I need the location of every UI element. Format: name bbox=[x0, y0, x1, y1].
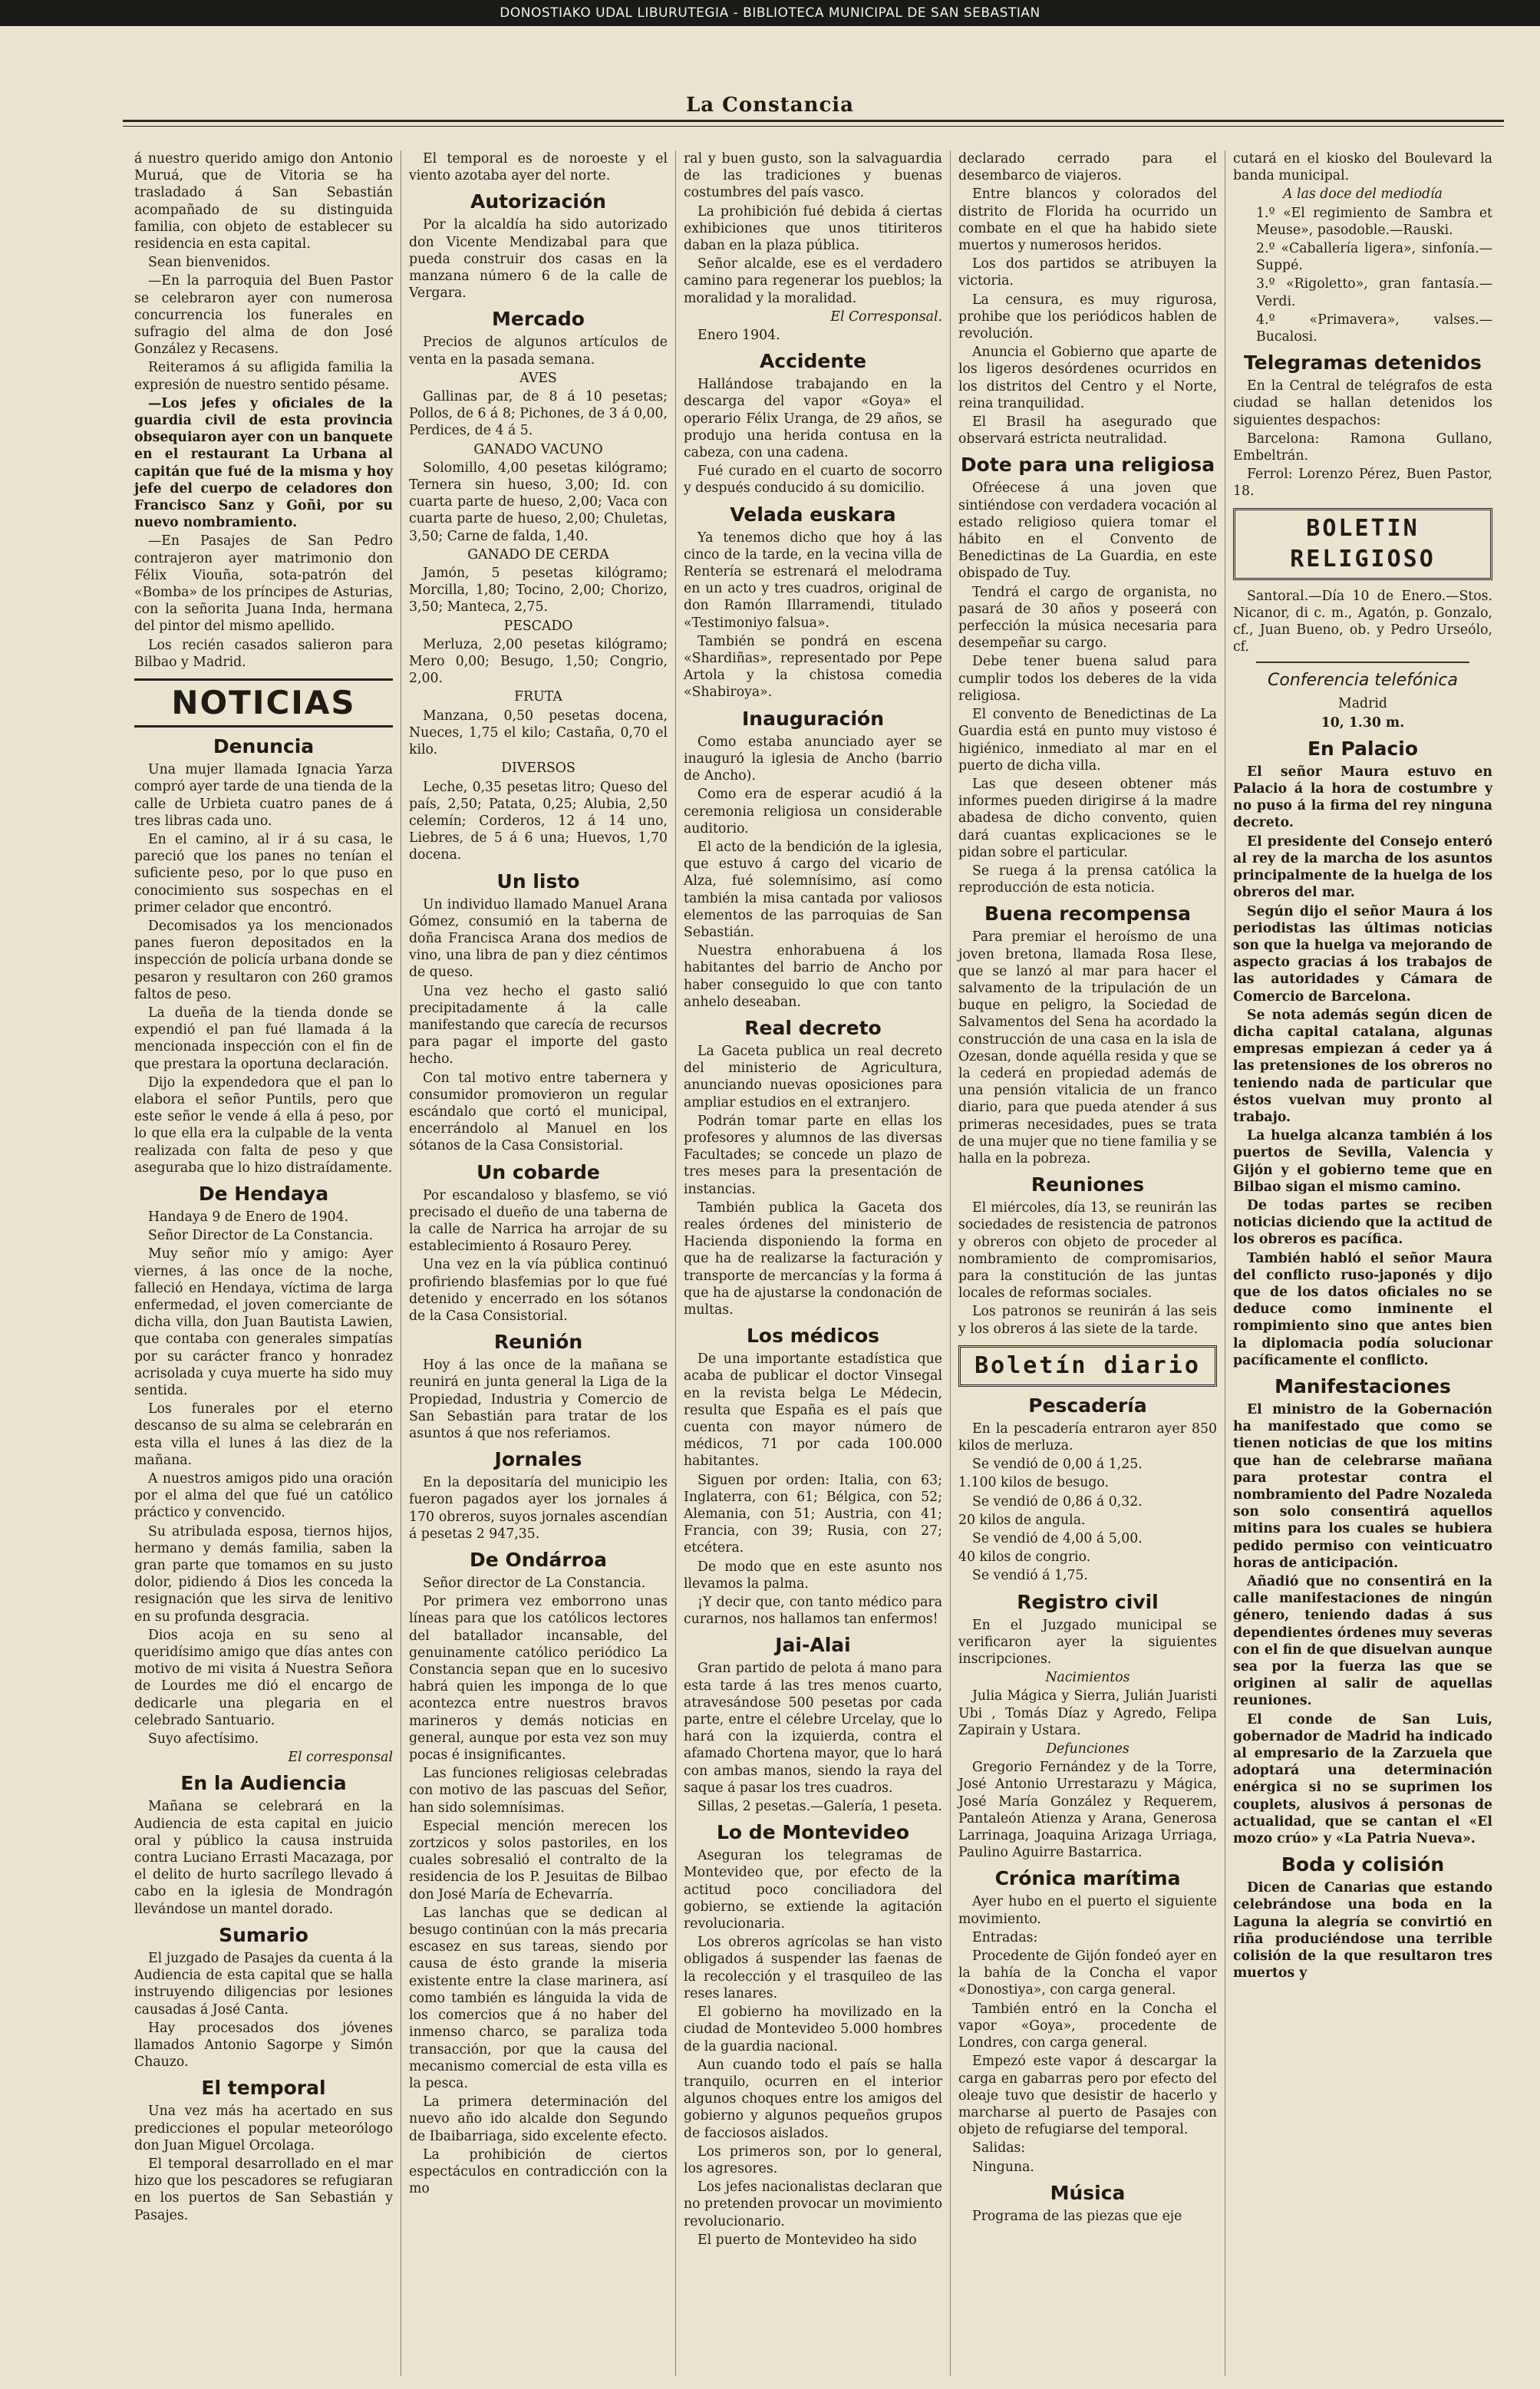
paragraph: Sillas, 2 pesetas.—Galería, 1 peseta. bbox=[697, 1799, 942, 1815]
paragraph: —Los jefes y oficiales de la guardia civil de esta provincia obsequiaron ayer con un banquete en el restaurant La Urbana al capitán que fué de la misma y hoy jefe del cuerpo de celadores don Francisco Sanz y Goñi, por su nuevo nombramiento. bbox=[134, 395, 393, 531]
paragraph: El presidente del Consejo enteró al rey de la marcha de los asuntos principalmente de la huelga de los obreros del mar. bbox=[1233, 833, 1492, 901]
headline-autorizacion: Autorización bbox=[470, 190, 606, 213]
headline-velada: Velada euskara bbox=[730, 503, 896, 526]
paragraph: 20 kilos de angula. bbox=[958, 1512, 1086, 1528]
paragraph: De todas partes se reciben noticias diciendo que la actitud de los obreros es pacífica. bbox=[1233, 1197, 1492, 1248]
separator bbox=[1256, 662, 1469, 663]
paragraph: El miércoles, día 13, se reunirán las sociedades de resistencia de patronos y obreros con objeto de proceder al nombramiento de compromisarios, para la constitución de las juntas locales de reformas sociales. bbox=[958, 1200, 1217, 1302]
paragraph: declarado cerrado para el desembarco de viajeros. bbox=[958, 151, 1217, 184]
paragraph: Suyo afectísimo. bbox=[148, 1731, 259, 1747]
paragraph: Muy señor mío y amigo: Ayer viernes, á las once de la noche, falleció en Hendaya, víctima de larga enfermedad, el joven comerciante de dicha villa, don Juan Bautista Lawien, que contaba con generales simpatías por su carácter franco y honradez acrisolada y cuya muerte ha sido muy sentida. bbox=[134, 1246, 393, 1398]
paragraph: De una importante estadística que acaba de publicar el doctor Vinsegal en la revista belga Le Médecin, resulta que España es el país que cuenta con mayor número de médicos, 71 por cada 100.000 habitantes. bbox=[684, 1351, 942, 1470]
paragraph: El temporal desarrollado en el mar hizo que los pescadores se refugiaran en los puertos de San Sebastián y Pasajes. bbox=[134, 2156, 393, 2223]
subhead: DIVERSOS bbox=[501, 761, 575, 777]
headline-musica: Música bbox=[1050, 2181, 1126, 2204]
paragraph: Por escandaloso y blasfemo, se vió precisado el dueño de una taberna de la calle de Narrica ha arrojar de su establecimiento á Rosauro Perey. bbox=[409, 1187, 668, 1255]
paragraph: Salidas: bbox=[972, 2140, 1026, 2156]
paragraph: Aseguran los telegramas de Montevideo que, por efecto de la actitud poco conciliadora del gobierno, se extiende la agitación revolucionaria. bbox=[684, 1848, 942, 1932]
paragraph: La Gaceta publica un real decreto del ministerio de Agricultura, anunciando nuevas oposiciones para ampliar estudios en el extranjero. bbox=[684, 1043, 942, 1110]
paragraph: La huelga alcanza también á los puertos de Sevilla, Valencia y Gijón y el gobierno teme que en Bilbao sigan el mismo camino. bbox=[1233, 1128, 1492, 1195]
headline-temporal: El temporal bbox=[201, 2077, 326, 2100]
paragraph: —En Pasajes de San Pedro contrajeron ayer matrimonio don Félix Viouña, sota-patrón del «Bomba» de los príncipes de Asturias, con la señorita Juana Inda, hermana del pintor del mismo apellido. bbox=[134, 533, 393, 635]
paragraph: Señor director de La Constancia. bbox=[423, 1576, 646, 1592]
paragraph: Hallándose trabajando en la descarga del vapor «Goya» el operario Félix Uranga, de 29 años, se produjo una herida contusa en la cabeza, con una cadena. bbox=[684, 377, 942, 461]
headline-sumario: Sumario bbox=[219, 1923, 308, 1946]
paragraph: Procedente de Gijón fondeó ayer en la bahía de la Concha el vapor «Donostiya», con carga general. bbox=[958, 1948, 1217, 1998]
paragraph: Los obreros agrícolas se han visto obligados á suspender las faenas de la recolección y el trasquileo de las reses lanares. bbox=[684, 1935, 942, 2001]
paragraph: 40 kilos de congrio. bbox=[958, 1549, 1091, 1566]
paragraph: Para premiar el heroísmo de una joven bretona, llamada Rosa Ilese, que se lanzó al mar para hacer el salvamento de la tripulación de un buque en peligro, la Sociedad de Salvamentos del Sena ha acordado la construcción de una casa en la isla de Ozesan, donde aquélla resida y que se la cederá en propiedad además de una pensión vitalicia de un franco diario, para que pueda atender á sus primeras necesidades, pues se trata de una mujer que no tiene familia y se halla en la pobreza. bbox=[958, 929, 1217, 1166]
column-4 bbox=[951, 150, 1225, 2376]
paragraph: En el Juzgado municipal se verificaron ayer la siguientes inscripciones. bbox=[958, 1617, 1217, 1668]
paragraph: Barcelona: Ramona Gullano, Embeltrán. bbox=[1233, 431, 1492, 464]
paragraph: Como estaba anunciado ayer se inauguró la iglesia de Ancho (barrio de Ancho). bbox=[684, 734, 942, 784]
section-title-conferencia: Conferencia telefónica bbox=[1268, 671, 1458, 691]
signature: El corresponsal bbox=[288, 1750, 393, 1766]
paragraph: Señor Director de La Constancia. bbox=[148, 1228, 374, 1244]
paragraph: Los dos partidos se atribuyen la victoria. bbox=[958, 256, 1217, 289]
paragraph: En la Central de telégrafos de esta ciudad se hallan detenidos los siguientes despachos: bbox=[1233, 378, 1492, 428]
paragraph: Anuncia el Gobierno que aparte de los ligeros desórdenes ocurridos en los distritos del Centro y el Norte, reina tranquilidad. bbox=[958, 345, 1217, 411]
paragraph: Los patronos se reunirán á las seis y los obreros á las siete de la tarde. bbox=[958, 1304, 1217, 1337]
paragraph: Ayer hubo en el puerto el siguiente movimiento. bbox=[958, 1894, 1217, 1927]
program-item: 3.º «Rigoletto», gran fantasía.—Verdi. bbox=[1256, 276, 1492, 309]
paragraph: Las funciones religiosas celebradas con motivo de las pascuas del Señor, han sido solemnísimas. bbox=[409, 1766, 668, 1816]
columns bbox=[127, 150, 1500, 2376]
subhead: Defunciones bbox=[1046, 1741, 1129, 1757]
signature: El Corresponsal. bbox=[830, 309, 942, 325]
paragraph: En la depositaría del municipio les fueron pagados ayer los jornales á 170 obreros, suyos jornales ascendían á pesetas 2 947,35. bbox=[409, 1475, 668, 1542]
headline-jornales: Jornales bbox=[494, 1448, 582, 1471]
paragraph: Señor alcalde, ese es el verdadero camino para regenerar los pueblos; la moralidad y la moralidad. bbox=[684, 256, 942, 306]
headline-dote: Dote para una religiosa bbox=[960, 454, 1215, 477]
paragraph: El gobierno ha movilizado en la ciudad de Montevideo 5.000 hombres de la guardia nacional. bbox=[684, 2005, 942, 2054]
paragraph: Ninguna. bbox=[972, 2159, 1034, 2175]
dateline-time: 10, 1.30 m. bbox=[1321, 714, 1405, 731]
paragraph: Ferrol: Lorenzo Pérez, Buen Pastor, 18. bbox=[1233, 467, 1492, 500]
paragraph: También publica la Gaceta dos reales órdenes del ministerio de Hacienda disponiendo la forma en que ha de realizarse la facturación y transporte de mercancías y la forma á que ha de ajustarse la condonación de multas. bbox=[684, 1199, 942, 1318]
paragraph: El puerto de Montevideo ha sido bbox=[697, 2232, 917, 2248]
paragraph: Entre blancos y colorados del distrito de Florida ha ocurrido un combate en el que ha habido siete muertos y numerosos heridos. bbox=[958, 186, 1217, 254]
paragraph: Ya tenemos dicho que hoy á las cinco de la tarde, en la vecina villa de Rentería se estrenará el melodrama en un acto y tres cuadros, original de don Ramón Illarramendi, titulado «Testimoniyo falsua». bbox=[684, 530, 942, 631]
paragraph: Por la alcaldía ha sido autorizado don Vicente Mendizabal para que pueda construir dos casas en la manzana número 6 de la calle de Vergara. bbox=[409, 217, 668, 302]
headline-palacio: En Palacio bbox=[1307, 737, 1419, 760]
headline-listo: Un listo bbox=[496, 869, 580, 893]
column-3 bbox=[676, 150, 951, 2376]
library-header: DONOSTIAKO UDAL LIBURUTEGIA - BIBLIOTECA MUNICIPAL DE SAN SEBASTIAN bbox=[0, 0, 1540, 26]
headline-reunion: Reunión bbox=[493, 1331, 583, 1354]
paragraph: Entradas: bbox=[972, 1929, 1038, 1945]
subhead: FRUTA bbox=[514, 689, 562, 705]
paragraph: Fué curado en el cuarto de socorro y después conducido á su domicilio. bbox=[684, 464, 942, 497]
paragraph: El Brasil ha asegurado que observará estricta neutralidad. bbox=[958, 414, 1217, 447]
paragraph: Debe tener buena salud para cumplir todos los deberes de la vida religiosa. bbox=[958, 654, 1217, 704]
paragraph: Se nota además según dicen de dicha capital catalana, algunas empresas empiezan á ceder ya á las pretensiones de los obreros no teniendo nada de particular que éstos vuelvan muy pronto al trabajo. bbox=[1233, 1007, 1492, 1125]
headline-ondarroa: De Ondárroa bbox=[470, 1549, 607, 1572]
paragraph: Los jefes nacionalistas declaran que no pretenden provocar un movimiento revolucionario. bbox=[684, 2179, 942, 2229]
paragraph: Una vez en la vía pública continuó profiriendo blasfemias por lo que fué detenido y encerrado en los sótanos de la Casa Consistorial. bbox=[409, 1257, 668, 1324]
paragraph: Tendrá el cargo de organista, no pasará de 30 años y poseerá con perfección la música necesaria para desempeñar su cargo. bbox=[958, 584, 1217, 652]
paragraph: Sean bienvenidos. bbox=[148, 255, 271, 271]
paragraph: La primera determinación del nuevo año ido alcalde don Segundo de Ibaibarriaga, sido excelente efecto. bbox=[409, 2094, 668, 2144]
paragraph: Handaya 9 de Enero de 1904. bbox=[148, 1209, 349, 1225]
dateline-city: Madrid bbox=[1338, 696, 1387, 712]
paragraph: El temporal es de noroeste y el viento azotaba ayer del norte. bbox=[409, 151, 668, 184]
paragraph: ral y buen gusto, son la salvaguardia de las tradiciones y buenas costumbres del país vasco. bbox=[684, 151, 942, 201]
paragraph: Manzana, 0,50 pesetas docena, Nueces, 1,75 el kilo; Castaña, 0,70 el kilo. bbox=[409, 708, 668, 758]
headline-mercado: Mercado bbox=[492, 308, 585, 331]
paragraph: Decomisados ya los mencionados panes fueron depositados en la inspección de policía urbana donde se pesaron y resultaron con 260 gramos faltos de peso. bbox=[134, 918, 393, 1002]
paragraph: El señor Maura estuvo en Palacio á la hora de costumbre y no puso á la firma del rey ninguna decreto. bbox=[1233, 764, 1492, 831]
paragraph: Precios de algunos artículos de venta en la pasada semana. bbox=[409, 335, 668, 368]
paragraph: Empezó este vapor á descargar la carga en gabarras pero por efecto del oleaje tuvo que desistir de hacerlo y marcharse al puerto de Pasajes con objeto de refugiarse del temporal. bbox=[958, 2054, 1217, 2138]
paragraph: Su atribulada esposa, tiernos hijos, hermano y demás familia, saben la gran parte que tomamos en su justo dolor, pidiendo á Dios les conceda la resignación que les sirva de lenitivo en su profunda desgracia. bbox=[134, 1523, 393, 1625]
program-item: 1.º «El regimiento de Sambra et Meuse», pasodoble.—Rauski. bbox=[1256, 205, 1492, 238]
headline-jai-alai: Jai-Alai bbox=[775, 1634, 851, 1657]
paragraph: Según dijo el señor Maura á los periodistas las últimas noticias son que la huelga va mejorando de aspecto gracias á los trabajos de las autoridades y Cámara de Comercio de Barcelona. bbox=[1233, 903, 1492, 1005]
paragraph: Gallinas par, de 8 á 10 pesetas; Pollos, de 6 á 8; Pichones, de 3 á 0,00, Perdices, de 4 á 5. bbox=[409, 389, 668, 439]
headline-telegramas: Telegramas detenidos bbox=[1244, 351, 1482, 375]
paragraph: Se vendió á 1,75. bbox=[972, 1568, 1088, 1584]
paragraph: Merluza, 2,00 pesetas kilógramo; Mero 0,00; Besugo, 1,50; Congrio, 2,00. bbox=[409, 636, 668, 687]
paragraph: Santoral.—Día 10 de Enero.—Stos. Nicanor, di c. m., Agatón, p. Gonzalo, cf., Juan Bueno, ob. y Pedro Urseólo, cf. bbox=[1233, 588, 1492, 655]
paragraph: ¡Y decir que, con tanto médico para curarnos, nos hallamos tan enfermos! bbox=[684, 1595, 942, 1628]
paragraph: También se pondrá en escena «Shardiñas», representado por Pepe Artola y la chistosa comedia «Shabiroya». bbox=[684, 633, 942, 701]
paragraph: Las que deseen obtener más informes pueden dirigirse á la madre abadesa de dicho convento, quien dará cuantas explicaciones se le pidan sobre el particular. bbox=[958, 776, 1217, 860]
paragraph: En la pescadería entraron ayer 850 kilos de merluza. bbox=[958, 1421, 1217, 1454]
paragraph: 1.100 kilos de besugo. bbox=[958, 1475, 1109, 1491]
paragraph: El acto de la bendición de la iglesia, que estuvo á cargo del vicario de Alza, fué solemnísimo, así como también la misa cantada por valiosos elementos de las parroquias de San Sebastián. bbox=[684, 839, 942, 940]
headline-manifestaciones: Manifestaciones bbox=[1275, 1374, 1451, 1397]
column-5 bbox=[1225, 150, 1500, 2376]
paragraph: Una mujer llamada Ignacia Yarza compró ayer tarde de una tienda de la calle de Urbieta cuatro panes de á tres libras cada uno. bbox=[134, 762, 393, 829]
headline-cobarde: Un cobarde bbox=[477, 1160, 600, 1183]
paragraph: Especial mención merecen los zortzicos y solos pastoriles, en los cuales sobresalió el contralto de la residencia de los P. Jesuitas de Bilbao don José María de Echevarría. bbox=[409, 1818, 668, 1902]
paragraph: Gregorio Fernández y de la Torre, José Antonio Urrestarazu y Mágica, José María González y Requerem, Pantaleón Atienza y Arana, Generosa Larrinaga, Joaquina Arizaga Urriaga, Paulino Aguirre Bastarrica. bbox=[958, 1760, 1217, 1861]
subhead: AVES bbox=[519, 370, 557, 386]
program-item: 2.º «Caballería ligera», sinfonía.—Suppé. bbox=[1256, 241, 1492, 274]
paragraph: Solomillo, 4,00 pesetas kilógramo; Ternera sin hueso, 3,00; Id. con cuarta parte de hueso, 2,00; Vaca con cuarta parte de hueso, 2,00; Chuletas, 3,50; Carne de falda, 1,40. bbox=[409, 460, 668, 544]
paragraph: Podrán tomar parte en ellas los profesores y alumnos de las diversas Facultades; se concede un plazo de tres meses para la presentación de instancias. bbox=[684, 1113, 942, 1197]
paragraph: En el camino, al ir á su casa, le pareció que los panes no tenían el suficiente peso, por lo que puso en conocimiento sus sospechas en el primer celador que encontró. bbox=[134, 831, 393, 916]
headline-montevideo: Lo de Montevideo bbox=[716, 1821, 909, 1844]
paragraph: Enero 1904. bbox=[697, 328, 780, 344]
paragraph: La prohibición fué debida á ciertas exhibiciones que unos titiriteros daban en la plaza pública. bbox=[684, 203, 942, 254]
masthead-rule-thin bbox=[123, 126, 1504, 127]
program-item: 4.º «Primavera», valses.—Bucalosi. bbox=[1256, 312, 1492, 345]
paragraph: A nuestros amigos pido una oración por el alma del que fué un católico práctico y convencido. bbox=[134, 1471, 393, 1521]
paragraph: Añadió que no consentirá en la calle manifestaciones de ningún género, teniendo dadas á sus dependientes órdenes muy severas con el fin de que disuelvan aunque sea por la fuerza las que se originen al salir de aquellas reuniones. bbox=[1233, 1574, 1492, 1709]
paragraph: Una vez más ha acertado en sus predicciones el popular meteorólogo don Juan Miguel Orcolaga. bbox=[134, 2104, 393, 2153]
headline-hendaya: De Hendaya bbox=[198, 1182, 329, 1205]
paragraph: Con tal motivo entre tabernera y consumidor promovieron un regular escándalo que cortó el municipal, encerrándolo al Manuel en los sótanos de la Casa Consistorial. bbox=[409, 1070, 668, 1154]
headline-boda: Boda y colisión bbox=[1281, 1853, 1445, 1876]
paragraph: Se ruega á la prensa católica la reproducción de esta noticia. bbox=[958, 863, 1217, 896]
paragraph: Ofréecese á una joven que sintiéndose con verdadera vocación al estado religioso quiera tomar el hábito en el Convento de Benedictinas de La Guardia, en este obispado de Tuy. bbox=[958, 480, 1217, 582]
paragraph: También habló el señor Maura del conflicto ruso-japonés y dijo que de los datos oficiales no se deduce como inminente el rompimiento sino que antes bien la diplomacia podía solucionar pacíficamente el conflicto. bbox=[1233, 1250, 1492, 1368]
section-title-noticias: NOTICIAS bbox=[134, 678, 393, 728]
paragraph: Hoy á las once de la mañana se reunirá en junta general la Liga de la Propiedad, Industria y Comercio de San Sebastián para tratar de los asuntos á que nos referiamos. bbox=[409, 1358, 668, 1441]
headline-denuncia: Denuncia bbox=[213, 735, 315, 758]
headline-medicos: Los médicos bbox=[746, 1325, 880, 1348]
paragraph: Una vez hecho el gasto salió precipitadamente á la calle manifestando que carecía de recursos para pagar el importe del gasto hecho. bbox=[409, 983, 668, 1067]
masthead-rule bbox=[123, 120, 1504, 122]
paragraph: Los recién casados salieron para Bilbao y Madrid. bbox=[134, 637, 393, 670]
paragraph: Las lanchas que se dedican al besugo continúan con la más precaria escasez en sus tareas, siendo por causa de ésto grande la miseria existente entre la clase marinera, así como también es lánguida la vida de los comercios que á no haber del inmenso charco, se paraliza toda transacción, por que la causa del mecanismo comercial de esta villa es la pesca. bbox=[409, 1905, 668, 2091]
subhead: GANADO VACUNO bbox=[473, 441, 603, 457]
paragraph: El juzgado de Pasajes da cuenta á la Audiencia de esta capital que se halla instruyendo diligencias por lesiones causadas á José Canta. bbox=[134, 1950, 393, 2018]
headline-recompensa: Buena recompensa bbox=[984, 902, 1191, 926]
section-title-boletin-diario: Boletín diario bbox=[958, 1345, 1217, 1387]
subhead: Nacimientos bbox=[1045, 1670, 1130, 1686]
paragraph: La prohibición de ciertos espectáculos en contradicción con la mo bbox=[409, 2146, 668, 2197]
paragraph: El conde de San Luis, gobernador de Madrid ha indicado al empresario de la Zarzuela que adoptará una determinación enérgica si no se suprimen los couplets, alusivos á personas de actualidad, que se cantan el «El mozo crúo» y «La Patria Nueva». bbox=[1233, 1711, 1492, 1847]
column-1 bbox=[127, 150, 401, 2376]
paragraph: El convento de Benedictinas de La Guardia está en punto muy vistoso é higiénico, inmediato al mar en el puerto de dicha villa. bbox=[958, 707, 1217, 774]
paragraph: Hay procesados dos jóvenes llamados Antonio Sagorpe y Simón Chauzo. bbox=[134, 2020, 393, 2071]
paragraph: Se vendió de 4,00 á 5,00. bbox=[972, 1531, 1143, 1547]
paragraph: Se vendió de 0,00 á 1,25. bbox=[972, 1457, 1143, 1473]
paragraph: Los funerales por el eterno descanso de su alma se celebrarán en esta villa el lunes á las diez de la mañana. bbox=[134, 1401, 393, 1468]
paragraph: Dijo la expendedora que el pan lo elabora el señor Puntils, pero que este señor le vende á ella á peso, por lo que ella era la culpable de la venta realizada con falta de peso y que aseguraba que lo hizo distraídamente. bbox=[134, 1074, 393, 1176]
paragraph: Nuestra enhorabuena á los habitantes del barrio de Ancho por haber conseguido lo que con tanto anhelo deseaban. bbox=[684, 943, 942, 1010]
paragraph: Como era de esperar acudió á la ceremonia religiosa un considerable auditorio. bbox=[684, 787, 942, 836]
paragraph: Se vendió de 0,86 á 0,32. bbox=[972, 1493, 1143, 1510]
paragraph: Un individuo llamado Manuel Arana Gómez, consumió en la taberna de doña Francisca Arana dos medios de vino, una libra de pan y diez céntimos de queso. bbox=[409, 896, 668, 981]
paragraph: La dueña de la tienda donde se expendió el pan fué llamada á la mencionada inspección con el fin de que prestara la oportuna declaración. bbox=[134, 1005, 393, 1072]
paragraph: Aun cuando todo el país se halla tranquilo, ocurren en el interior algunos choques entre los amigos del gobierno y algunos pequeños grupos de facciosos aislados. bbox=[684, 2057, 942, 2141]
paragraph: Julia Mágica y Sierra, Julián Juaristi Ubi , Tomás Díaz y Agredo, Felipa Zapirain y Ustara. bbox=[958, 1688, 1217, 1738]
paragraph: Dicen de Canarias que estando celebrándose una boda en la Laguna la alegría se convirtió en riña produciéndose una terrible colisión de la que resultaron tres muertos y bbox=[1233, 1880, 1492, 1981]
paragraph: Dios acoja en su seno al queridísimo amigo que días antes con motivo de mi visita á Nuestra Señora de Lourdes me dió el encargo de dedicarle una plegaria en el celebrado Santuario. bbox=[134, 1627, 393, 1728]
headline-accidente: Accidente bbox=[759, 350, 867, 373]
headline-real-decreto: Real decreto bbox=[744, 1016, 882, 1039]
paragraph: Reiteramos á su afligida familia la expresión de nuestro sentido pésame. bbox=[134, 360, 393, 393]
headline-registro-civil: Registro civil bbox=[1017, 1590, 1159, 1613]
headline-inauguracion: Inauguración bbox=[741, 707, 885, 730]
subhead: A las doce del mediodía bbox=[1283, 186, 1443, 203]
subhead: PESCADO bbox=[503, 618, 573, 634]
paragraph: —En la parroquia del Buen Pastor se celebraron ayer con numerosa concurrencia los funerales en sufragio del alma de don José González y Recasens. bbox=[134, 273, 393, 358]
column-2 bbox=[401, 150, 676, 2376]
paragraph: Por primera vez emborrono unas líneas para que los católicos lectores del batallador incansable, del genuinamente católico periódico La Constancia sepan que en lo sucesivo habrá quien les imponga de lo que acontezca entre nuestros bravos marineros y demás noticias en general, aunque por esta vez son muy pocas é insignificantes. bbox=[409, 1594, 668, 1764]
paragraph: Mañana se celebrará en la Audiencia de esta capital en juicio oral y público la causa instruida contra Luciano Errasti Macazaga, por el delito de hurto sacrílego llevado á cabo en la iglesia de Mondragón llevándose un mantel dorado. bbox=[134, 1799, 393, 1917]
paragraph: El ministro de la Gobernación ha manifestado que como se tienen noticias de que los mitins que han de celebrarse mañana para protestar contra el nombramiento del Padre Nozaleda son solo consentirá aquellos mitins para los cuales se hubiera pedido permiso con veinticuatro horas de anticipación. bbox=[1233, 1401, 1492, 1571]
paragraph: También entró en la Concha el vapor «Goya», procedente de Londres, con carga general. bbox=[958, 2001, 1217, 2051]
paragraph: La censura, es muy rigurosa, prohibe que los periódicos hablen de revolución. bbox=[958, 292, 1217, 342]
paragraph: Siguen por orden: Italia, con 63; Inglaterra, con 61; Bélgica, con 52; Alemania, con 51; Austria, con 41; Francia, con 39; Rusia, con 27; etcétera. bbox=[684, 1472, 942, 1556]
paragraph: Los primeros son, por lo general, los agresores. bbox=[684, 2143, 942, 2176]
paragraph: Jamón, 5 pesetas kilógramo; Morcilla, 1,80; Tocino, 2,00; Chorizo, 3,50; Manteca, 2,75. bbox=[409, 566, 668, 615]
section-title-boletin-religioso: BOLETIN RELIGIOSO bbox=[1233, 508, 1492, 580]
newspaper-masthead: La Constancia bbox=[685, 94, 855, 117]
paragraph: De modo que en este asunto nos llevamos la palma. bbox=[684, 1559, 942, 1592]
paragraph: á nuestro querido amigo don Antonio Muruá, que de Vitoria se ha trasladado á San Sebastián acompañado de su distinguida familia, con objeto de establecer su residencia en esta capital. bbox=[134, 151, 393, 252]
paragraph: cutará en el kiosko del Boulevard la banda municipal. bbox=[1233, 151, 1492, 184]
headline-reuniones: Reuniones bbox=[1031, 1173, 1145, 1196]
headline-pescaderia: Pescadería bbox=[1028, 1394, 1147, 1417]
paragraph: Programa de las piezas que eje bbox=[972, 2208, 1182, 2224]
paragraph: Gran partido de pelota á mano para esta tarde á las tres menos cuarto, atravesándose 500 pesetas por cada parte, entre el célebre Urcelay, que lo hará con la izquierda, contra el afamado Chortena mayor, que lo hará con ambas manos, siendo la raya del saque á pasar los tres cuadros. bbox=[684, 1661, 942, 1796]
subhead: GANADO DE CERDA bbox=[467, 546, 609, 563]
headline-cronica-maritima: Crónica marítima bbox=[994, 1867, 1181, 1890]
headline-audiencia: En la Audiencia bbox=[180, 1772, 347, 1795]
paragraph: Leche, 0,35 pesetas litro; Queso del país, 2,50; Patata, 0,25; Alubia, 2,50 celemín; Corderos, 12 á 14 uno, Liebres, de 5 á 6 una; Huevos, 1,70 docena. bbox=[409, 779, 668, 863]
